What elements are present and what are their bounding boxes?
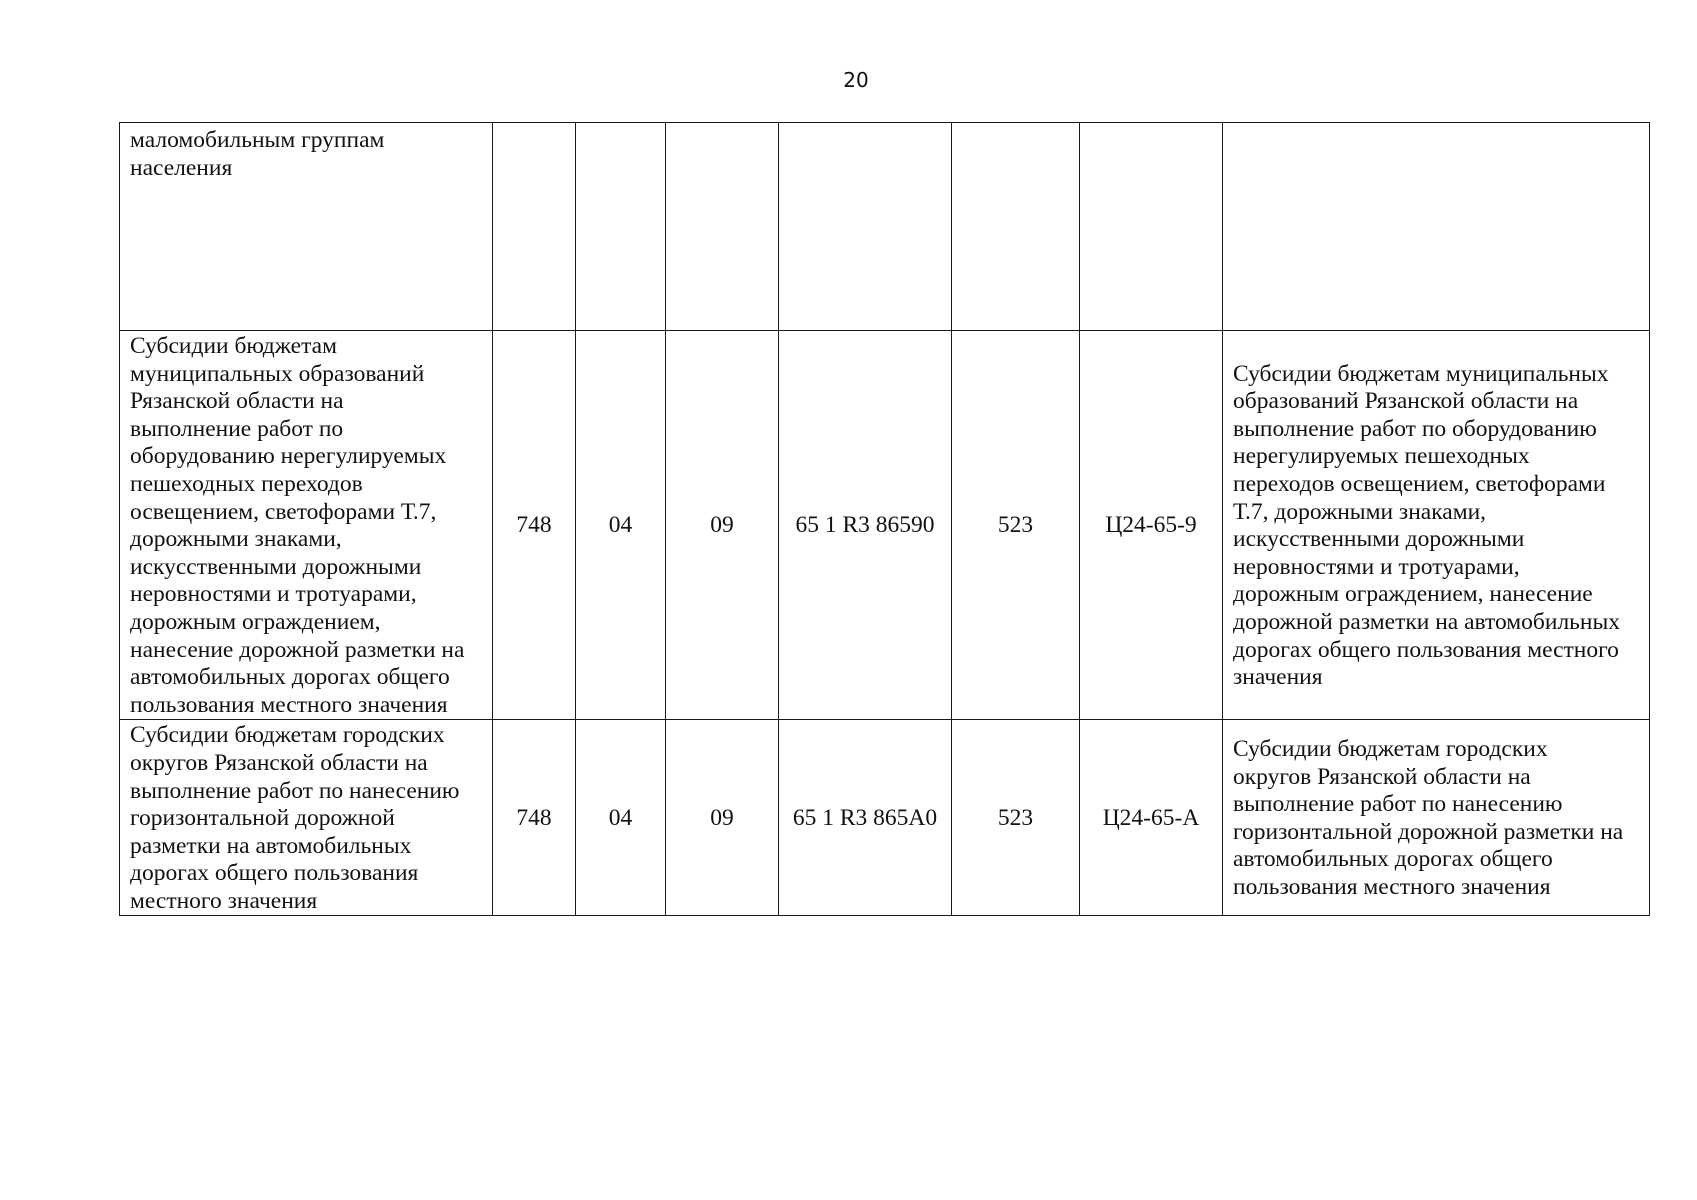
code-cell — [779, 123, 952, 331]
table-row — [120, 331, 1650, 720]
expense-name-cell: Субсидии бюджетам муниципальных образований Рязанской области на выполнение работ по оборудованию нерегулируемых пешеходных переходов освещением, светофорами Т.7, дорожными знаками, искусственными дорожными неровностями и тротуарами, дорожным ограждением, нанесение дорожной разметки на автомобильных дорогах общего пользования местного значения — [120, 331, 493, 720]
code-cell: 65 1 R3 86590 — [779, 331, 952, 720]
description-cell: Субсидии бюджетам городских округов Рязанской области на выполнение работ по нанесению горизонтальной дорожной разметки на автомобильных дорогах общего пользования местного значения — [1223, 720, 1650, 916]
code-cell — [1080, 123, 1223, 331]
code-cell: 09 — [666, 720, 779, 916]
code-cell: 65 1 R3 865A0 — [779, 720, 952, 916]
code-cell — [493, 123, 576, 331]
code-cell: 04 — [576, 720, 666, 916]
code-cell: 04 — [576, 331, 666, 720]
code-cell: Ц24-65-А — [1080, 720, 1223, 916]
code-cell: 523 — [952, 331, 1080, 720]
table-row — [120, 123, 1650, 331]
code-cell: 748 — [493, 331, 576, 720]
description-cell — [1223, 123, 1650, 331]
expense-name-cell: Субсидии бюджетам городских округов Рязанской области на выполнение работ по нанесению горизонтальной дорожной разметки на автомобильных дорогах общего пользования местного значения — [120, 720, 493, 916]
code-cell — [952, 123, 1080, 331]
code-cell — [666, 123, 779, 331]
page-number: 20 — [843, 68, 869, 92]
code-cell: 748 — [493, 720, 576, 916]
table-row — [120, 720, 1650, 916]
code-cell: Ц24-65-9 — [1080, 331, 1223, 720]
budget-classification-table — [119, 122, 1650, 916]
code-cell: 09 — [666, 331, 779, 720]
description-cell: Субсидии бюджетам муниципальных образований Рязанской области на выполнение работ по оборудованию нерегулируемых пешеходных переходов освещением, светофорами Т.7, дорожными знаками, искусственными дорожными неровностями и тротуарами, дорожным ограждением, нанесение дорожной разметки на автомобильных дорогах общего пользования местного значения — [1223, 331, 1650, 720]
code-cell: 523 — [952, 720, 1080, 916]
expense-name-cell: маломобильным группам населения — [120, 123, 493, 331]
code-cell — [576, 123, 666, 331]
